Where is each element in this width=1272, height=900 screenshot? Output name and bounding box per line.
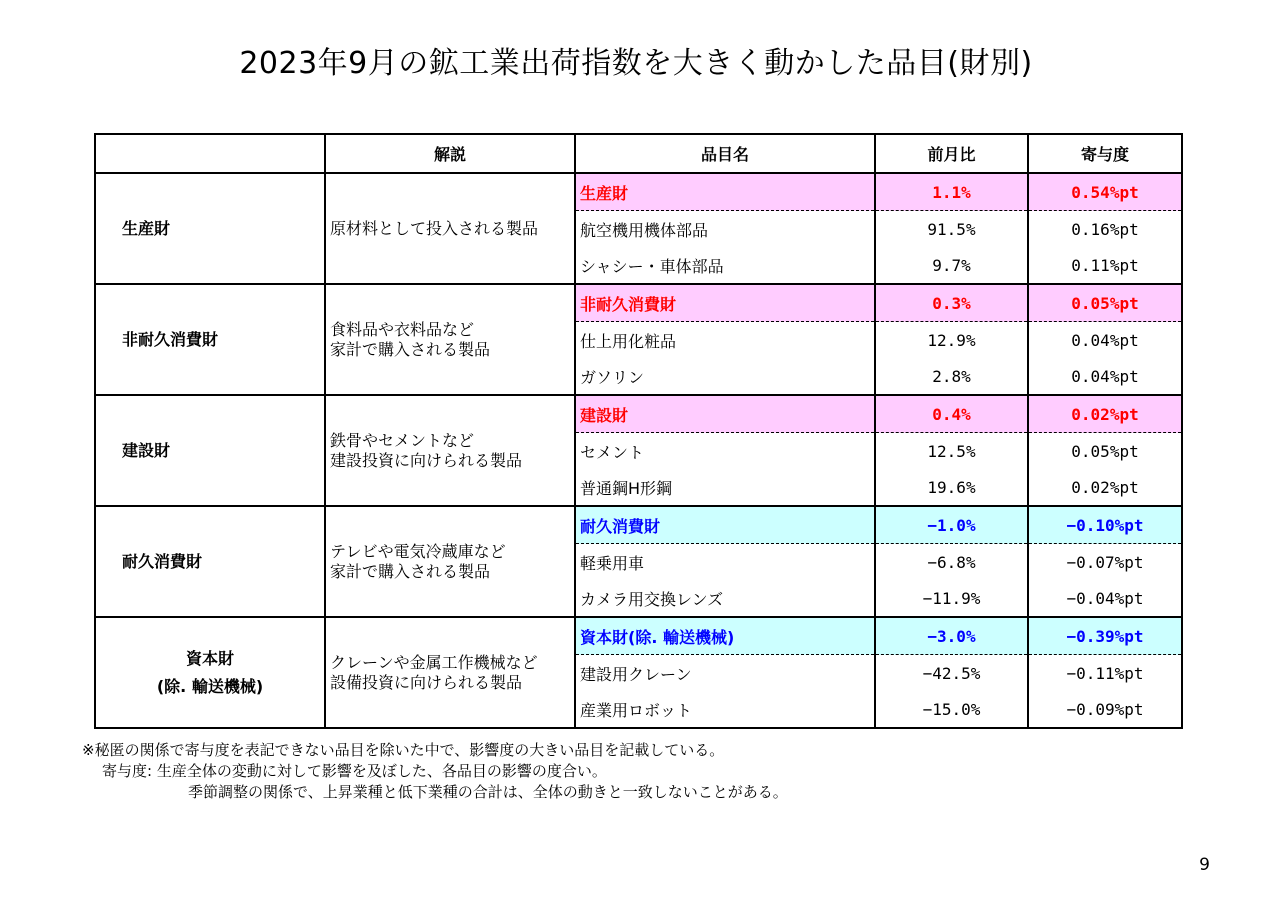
contribution-cell: 0.16%pt xyxy=(1028,211,1182,248)
footnotes xyxy=(82,740,788,803)
footnote-line: 季節調整の関係で、上昇業種と低下業種の合計は、全体の動きと一致しないことがある。 xyxy=(188,783,788,801)
item-cell: 非耐久消費財 xyxy=(575,284,875,322)
header-category xyxy=(95,134,325,173)
description-line: 設備投資に向けられる製品 xyxy=(330,672,523,692)
footnote-line: 寄与度: 生産全体の変動に対して影響を及ぼした、各品目の影響の度合い。 xyxy=(102,762,607,780)
table-row xyxy=(95,506,1182,544)
description-line: 家計で購入される製品 xyxy=(330,339,491,359)
mom-cell: 19.6% xyxy=(875,469,1028,506)
category-line: 資本財 xyxy=(185,648,234,668)
item-cell: 建設用クレーン xyxy=(575,655,875,692)
description-line: 家計で購入される製品 xyxy=(330,561,491,581)
item-cell: 軽乗用車 xyxy=(575,544,875,581)
mom-cell: 12.5% xyxy=(875,433,1028,470)
category-line: (除. 輸送機械) xyxy=(156,676,264,696)
header-item: 品目名 xyxy=(575,134,875,173)
description-cell xyxy=(325,617,575,728)
contribution-cell: −0.39%pt xyxy=(1028,617,1182,655)
contribution-cell: 0.04%pt xyxy=(1028,358,1182,395)
mom-cell: 0.3% xyxy=(875,284,1028,322)
footnote-line: ※秘匿の関係で寄与度を表記できない品目を除いた中で、影響度の大きい品目を記載している。 xyxy=(82,741,725,759)
mom-cell: 9.7% xyxy=(875,247,1028,284)
contribution-cell: 0.02%pt xyxy=(1028,469,1182,506)
item-cell: 生産財 xyxy=(575,173,875,211)
description-line: クレーンや金属工作機械など xyxy=(330,652,538,672)
mom-cell: −15.0% xyxy=(875,691,1028,728)
description-line: 建設投資に向けられる製品 xyxy=(330,450,523,470)
description-cell xyxy=(325,395,575,506)
contribution-cell: 0.11%pt xyxy=(1028,247,1182,284)
item-cell: 仕上用化粧品 xyxy=(575,322,875,359)
description-line: 食料品や衣料品など xyxy=(330,319,475,339)
contribution-cell: 0.02%pt xyxy=(1028,395,1182,433)
contribution-cell: −0.10%pt xyxy=(1028,506,1182,544)
mom-cell: −42.5% xyxy=(875,655,1028,692)
item-cell: 産業用ロボット xyxy=(575,691,875,728)
table-row xyxy=(95,395,1182,433)
mom-cell: 91.5% xyxy=(875,211,1028,248)
mom-cell: 12.9% xyxy=(875,322,1028,359)
shipment-index-table xyxy=(94,133,1183,729)
description-cell xyxy=(325,284,575,395)
item-cell: カメラ用交換レンズ xyxy=(575,580,875,617)
description-line: テレビや電気冷蔵庫など xyxy=(330,541,506,561)
header-mom: 前月比 xyxy=(875,134,1028,173)
item-cell: シャシー・車体部品 xyxy=(575,247,875,284)
item-cell: 耐久消費財 xyxy=(575,506,875,544)
header-contribution: 寄与度 xyxy=(1028,134,1182,173)
category-cell: 建設財 xyxy=(95,395,325,506)
header-row xyxy=(95,134,1182,173)
contribution-cell: 0.05%pt xyxy=(1028,284,1182,322)
contribution-cell: −0.04%pt xyxy=(1028,580,1182,617)
category-cell: 生産財 xyxy=(95,173,325,284)
mom-cell: 0.4% xyxy=(875,395,1028,433)
mom-cell: −11.9% xyxy=(875,580,1028,617)
contribution-cell: −0.09%pt xyxy=(1028,691,1182,728)
mom-cell: −1.0% xyxy=(875,506,1028,544)
header-description: 解説 xyxy=(325,134,575,173)
item-cell: 航空機用機体部品 xyxy=(575,211,875,248)
item-cell: 建設財 xyxy=(575,395,875,433)
mom-cell: −3.0% xyxy=(875,617,1028,655)
description-cell xyxy=(325,173,575,284)
category-cell: 耐久消費財 xyxy=(95,506,325,617)
mom-cell: 2.8% xyxy=(875,358,1028,395)
page-number: 9 xyxy=(1199,855,1210,875)
description-line: 鉄骨やセメントなど xyxy=(330,430,475,450)
table-row xyxy=(95,173,1182,211)
category-cell: 非耐久消費財 xyxy=(95,284,325,395)
mom-cell: −6.8% xyxy=(875,544,1028,581)
mom-cell: 1.1% xyxy=(875,173,1028,211)
contribution-cell: −0.07%pt xyxy=(1028,544,1182,581)
item-cell: 資本財(除. 輸送機械) xyxy=(575,617,875,655)
description-cell xyxy=(325,506,575,617)
description-line: 原材料として投入される製品 xyxy=(330,218,539,238)
contribution-cell: 0.05%pt xyxy=(1028,433,1182,470)
item-cell: 普通鋼H形鋼 xyxy=(575,469,875,506)
contribution-cell: 0.54%pt xyxy=(1028,173,1182,211)
table-row xyxy=(95,284,1182,322)
category-cell xyxy=(95,617,325,728)
item-cell: セメント xyxy=(575,433,875,470)
contribution-cell: −0.11%pt xyxy=(1028,655,1182,692)
item-cell: ガソリン xyxy=(575,358,875,395)
table-row xyxy=(95,617,1182,655)
contribution-cell: 0.04%pt xyxy=(1028,322,1182,359)
page-title: 2023年9月の鉱工業出荷指数を大きく動かした品目(財別) xyxy=(239,46,1033,81)
